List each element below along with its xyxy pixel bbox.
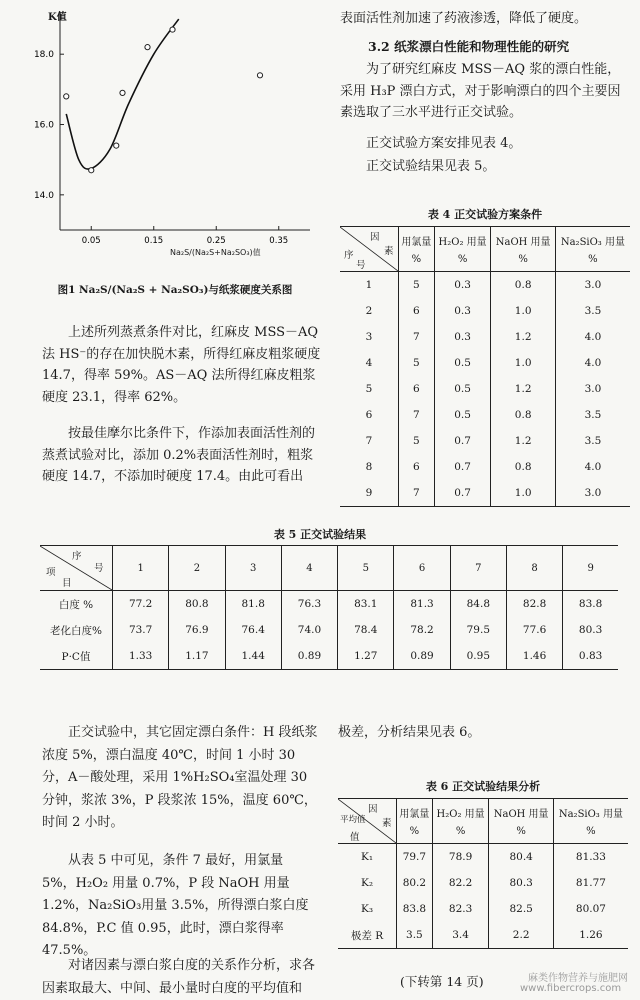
table-4-cell: 3.0 xyxy=(584,383,602,395)
table-4-cell: 0.5 xyxy=(434,402,491,428)
table-5-row xyxy=(40,617,618,643)
data-point xyxy=(257,73,262,78)
table-4-cell: 4.0 xyxy=(584,357,602,369)
table-6-cell: 82.5 xyxy=(489,896,553,922)
right-top-paragraph-3: 正交试验结果见表 5。 xyxy=(366,159,496,174)
table-5-cell: 1.44 xyxy=(225,643,281,670)
table-4-cell: 5 xyxy=(399,428,435,454)
table-4-cell: 0.8 xyxy=(491,272,555,299)
table-6 xyxy=(338,798,628,949)
table-4-cell: 5 xyxy=(399,272,435,299)
table-6-cell: 1.26 xyxy=(579,929,603,941)
table-4-cell: 1.2 xyxy=(491,324,555,350)
table-4-row xyxy=(340,350,630,376)
table-6-cell: 80.07 xyxy=(575,903,606,915)
table-5 xyxy=(40,545,618,670)
table-4-cell: 7 xyxy=(399,402,435,428)
figure-1-x-label: Na₂S/(Na₂S+Na₂SO₃)值 xyxy=(170,248,261,257)
data-point xyxy=(170,27,175,32)
table-5-col-header: 6 xyxy=(394,546,450,591)
table-6-cell: 82.2 xyxy=(432,870,489,896)
table-6-title: 表 6 正交试验结果分析 xyxy=(425,780,541,793)
left-paragraph-2: 按最佳摩尔比条件下，作添加表面活性剂的蒸煮试验对比，添加 0.2%表面活性剂时，粗浆硬度 14.7，不添加时硬度 17.4。由此可看出 xyxy=(42,426,316,484)
watermark-line-2: www.fibercrops.com xyxy=(520,983,622,994)
data-point xyxy=(89,168,94,173)
table-5-cell: 84.8 xyxy=(450,591,506,618)
table-5-cell: 0.95 xyxy=(450,643,506,670)
y-tick-label: 14.0 xyxy=(33,190,54,201)
table-4-cell: 0.3 xyxy=(434,272,491,299)
table-5-cell: 81.8 xyxy=(225,591,281,618)
table-5-corner: 序 号 项 目 xyxy=(40,546,113,591)
table-4-cell: 0.7 xyxy=(434,454,491,480)
table-5-cell: 73.7 xyxy=(113,617,169,643)
x-tick-label: 0.15 xyxy=(144,236,164,246)
table-4-cell: 0.8 xyxy=(491,454,555,480)
table-6-cell: 80.3 xyxy=(489,870,553,896)
data-point xyxy=(64,94,69,99)
table-5-cell: 76.9 xyxy=(169,617,225,643)
table-4-cell: 1.2 xyxy=(491,376,555,402)
table-5-cell: 76.4 xyxy=(225,617,281,643)
table-5-cell: 1.33 xyxy=(113,643,169,670)
table-4-cell: 0.3 xyxy=(434,324,491,350)
table-6-row xyxy=(338,844,628,871)
table-5-row-label: P·C值 xyxy=(40,643,113,670)
table-6-header: H₂O₂ 用量 % xyxy=(432,799,489,844)
table-5-cell: 74.0 xyxy=(281,617,337,643)
table-6-cell: 79.7 xyxy=(397,844,433,871)
table-4-cell: 6 xyxy=(340,402,399,428)
table-5-cell: 0.89 xyxy=(281,643,337,670)
watermark-line-1: 麻类作物营养与施肥网 xyxy=(528,973,628,984)
table-5-cell: 79.5 xyxy=(450,617,506,643)
table-4-cell: 0.8 xyxy=(491,402,555,428)
table-4-row xyxy=(340,480,630,507)
table-5-cell: 82.8 xyxy=(506,591,562,618)
table-4-header: H₂O₂ 用量 % xyxy=(434,227,491,272)
table-5-col-header: 5 xyxy=(338,546,394,591)
table-4-cell: 0.5 xyxy=(434,350,491,376)
table-6-cell: 81.77 xyxy=(575,877,606,889)
bottom-right-line: 极差，分析结果见表 6。 xyxy=(338,725,481,740)
table-5-cell: 1.27 xyxy=(338,643,394,670)
table-6-cell: K₁ xyxy=(338,844,397,871)
figure-1-chart xyxy=(20,0,320,270)
table-4-row xyxy=(340,428,630,454)
section-3-2-heading: 3.2 纸浆漂白性能和物理性能的研究 xyxy=(368,39,570,54)
table-5-cell: 0.83 xyxy=(578,650,603,662)
table-5-row-label: 老化白度% xyxy=(40,617,113,643)
table-6-cell: 极差 R xyxy=(338,922,397,949)
table-4-corner: 因 素 序 号 xyxy=(340,227,399,272)
table-4-cell: 3.5 xyxy=(584,305,602,317)
table-4-cell: 5 xyxy=(399,350,435,376)
table-4-header: 用氯量 % xyxy=(399,227,435,272)
table-6-header: 用氯量 % xyxy=(397,799,433,844)
table-4-cell: 9 xyxy=(340,480,399,507)
table-4-cell: 7 xyxy=(399,324,435,350)
table-5-cell: 80.3 xyxy=(578,624,603,636)
table-6-cell: 78.9 xyxy=(432,844,489,871)
table-6-row xyxy=(338,870,628,896)
table-5-cell: 1.46 xyxy=(506,643,562,670)
table-5-cell: 76.3 xyxy=(281,591,337,618)
table-6-cell: 80.4 xyxy=(489,844,553,871)
table-4-row xyxy=(340,454,630,480)
table-5-cell: 77.2 xyxy=(113,591,169,618)
table-4-cell: 0.7 xyxy=(434,480,491,507)
table-4-title: 表 4 正交试验方案条件 xyxy=(427,208,543,221)
table-5-cell: 77.6 xyxy=(506,617,562,643)
table-5-cell: 1.17 xyxy=(169,643,225,670)
table-4-cell: 7 xyxy=(399,480,435,507)
table-4-cell: 4.0 xyxy=(584,331,602,343)
table-6-header: Na₂SiO₃ 用量 % xyxy=(558,809,623,837)
figure-1 xyxy=(20,0,320,300)
table-4-cell: 2 xyxy=(340,298,399,324)
table-4-cell: 8 xyxy=(340,454,399,480)
table-4-cell: 0.5 xyxy=(434,376,491,402)
x-tick-label: 0.25 xyxy=(206,236,226,246)
table-4-cell: 1.0 xyxy=(491,350,555,376)
data-point xyxy=(120,90,125,95)
table-4-cell: 1 xyxy=(340,272,399,299)
table-6-header: NaOH 用量 % xyxy=(489,799,553,844)
bottom-left-paragraph-2: 从表 5 中可见，条件 7 最好，用氯量 5%，H₂O₂ 用量 0.7%，P 段 NaOH 用量 1.2%，Na₂SiO₃用量 3.5%，所得漂白浆白度 84.8%，P.C 值 0.95，此时，漂白浆得率 47.5%。 xyxy=(42,853,309,958)
y-tick-label: 18.0 xyxy=(33,50,54,61)
table-5-cell: 78.2 xyxy=(394,617,450,643)
data-point xyxy=(114,143,119,148)
table-5-cell: 83.8 xyxy=(578,598,603,610)
table-6-cell: K₂ xyxy=(338,870,397,896)
table-4-cell: 3.0 xyxy=(584,279,602,291)
table-5-row-label: 白度 % xyxy=(40,591,113,618)
table-5-col-header: 4 xyxy=(281,546,337,591)
data-point xyxy=(145,45,150,50)
table-5-cell: 0.89 xyxy=(394,643,450,670)
table-4-row xyxy=(340,376,630,402)
table-6-row xyxy=(338,922,628,949)
table-4-row xyxy=(340,272,630,299)
table-4-cell: 6 xyxy=(399,376,435,402)
table-4-cell: 6 xyxy=(399,298,435,324)
table-4-row xyxy=(340,324,630,350)
figure-1-caption: 图1 Na₂S/(Na₂S + Na₂SO₃)与纸浆硬度关系图 xyxy=(57,284,293,296)
table-6-cell: 3.4 xyxy=(432,922,489,949)
x-tick-label: 0.35 xyxy=(269,236,289,246)
table-6-cell: K₃ xyxy=(338,896,397,922)
bottom-left-paragraph-3: 对诸因素与漂白浆白度的关系作分析，求各因素取最大、中间、最小量时白度的平均值和 xyxy=(42,958,316,996)
table-4-cell: 4.0 xyxy=(584,461,602,473)
table-6-corner: 因 素 平均值 值 xyxy=(338,799,397,844)
table-4-cell: 5 xyxy=(340,376,399,402)
table-4-cell: 1.0 xyxy=(491,480,555,507)
right-top-paragraph-1: 为了研究红麻皮 MSS－AQ 浆的漂白性能，采用 H₃P 漂白方式，对于影响漂白的四个主要因素选取了三水平进行正交试验。 xyxy=(340,62,621,120)
table-5-col-header: 8 xyxy=(506,546,562,591)
table-4-header: NaOH 用量 % xyxy=(491,227,555,272)
table-5-cell: 78.4 xyxy=(338,617,394,643)
x-tick-label: 0.05 xyxy=(81,236,101,246)
table-4-cell: 3.0 xyxy=(584,487,602,499)
table-6-cell: 83.8 xyxy=(397,896,433,922)
table-5-row xyxy=(40,643,618,670)
table-4-cell: 0.3 xyxy=(434,298,491,324)
table-6-cell: 3.5 xyxy=(397,922,433,949)
left-paragraph-1: 上述所列蒸煮条件对比，红麻皮 MSS－AQ 法 HS⁻的存在加快脱木素，所得红麻皮粗浆硬度 14.7，得率 59%。AS－AQ 法所得红麻皮粗浆硬度 23.1，得率 62%。 xyxy=(42,325,321,405)
right-top-line: 表面活性剂加速了药液渗透，降低了硬度。 xyxy=(340,11,588,26)
table-5-col-header: 3 xyxy=(225,546,281,591)
table-4-cell: 4 xyxy=(340,350,399,376)
y-tick-label: 16.0 xyxy=(33,120,54,131)
table-4-row xyxy=(340,298,630,324)
table-5-cell: 80.8 xyxy=(169,591,225,618)
table-5-cell: 83.1 xyxy=(338,591,394,618)
table-5-col-header: 2 xyxy=(169,546,225,591)
table-4-cell: 3.5 xyxy=(584,409,602,421)
table-5-col-header: 1 xyxy=(113,546,169,591)
table-5-row xyxy=(40,591,618,618)
table-5-title: 表 5 正交试验结果 xyxy=(273,528,367,541)
table-4-cell: 3 xyxy=(340,324,399,350)
table-5-col-header: 9 xyxy=(587,562,594,574)
table-4-cell: 7 xyxy=(340,428,399,454)
table-6-cell: 2.2 xyxy=(489,922,553,949)
table-4-row xyxy=(340,402,630,428)
table-6-cell: 81.33 xyxy=(575,851,606,863)
table-4-cell: 6 xyxy=(399,454,435,480)
table-4-cell: 0.7 xyxy=(434,428,491,454)
table-4-cell: 1.2 xyxy=(491,428,555,454)
table-6-cell: 80.2 xyxy=(397,870,433,896)
table-4-header: Na₂SiO₃ 用量 % xyxy=(560,237,625,265)
bottom-left-paragraph-1: 正交试验中，其它固定漂白条件：H 段纸浆浓度 5%，漂白温度 40℃，时间 1 小时 30 分，A－酸处理，采用 1%H₂SO₄室温处理 30 分钟，浆浓 3%，P 段浆浓 15%，温度 60℃，时间 2 小时。 xyxy=(42,725,318,830)
table-4-cell: 3.5 xyxy=(584,435,602,447)
table-5-cell: 81.3 xyxy=(394,591,450,618)
table-6-cell: 82.3 xyxy=(432,896,489,922)
table-4-cell: 1.0 xyxy=(491,298,555,324)
figure-1-y-label: K值 xyxy=(48,12,67,23)
table-6-row xyxy=(338,896,628,922)
continued-note: (下转第 14 页) xyxy=(400,974,484,989)
table-4 xyxy=(340,226,630,507)
table-5-col-header: 7 xyxy=(450,546,506,591)
right-top-paragraph-2: 正交试验方案安排见表 4。 xyxy=(366,136,522,151)
